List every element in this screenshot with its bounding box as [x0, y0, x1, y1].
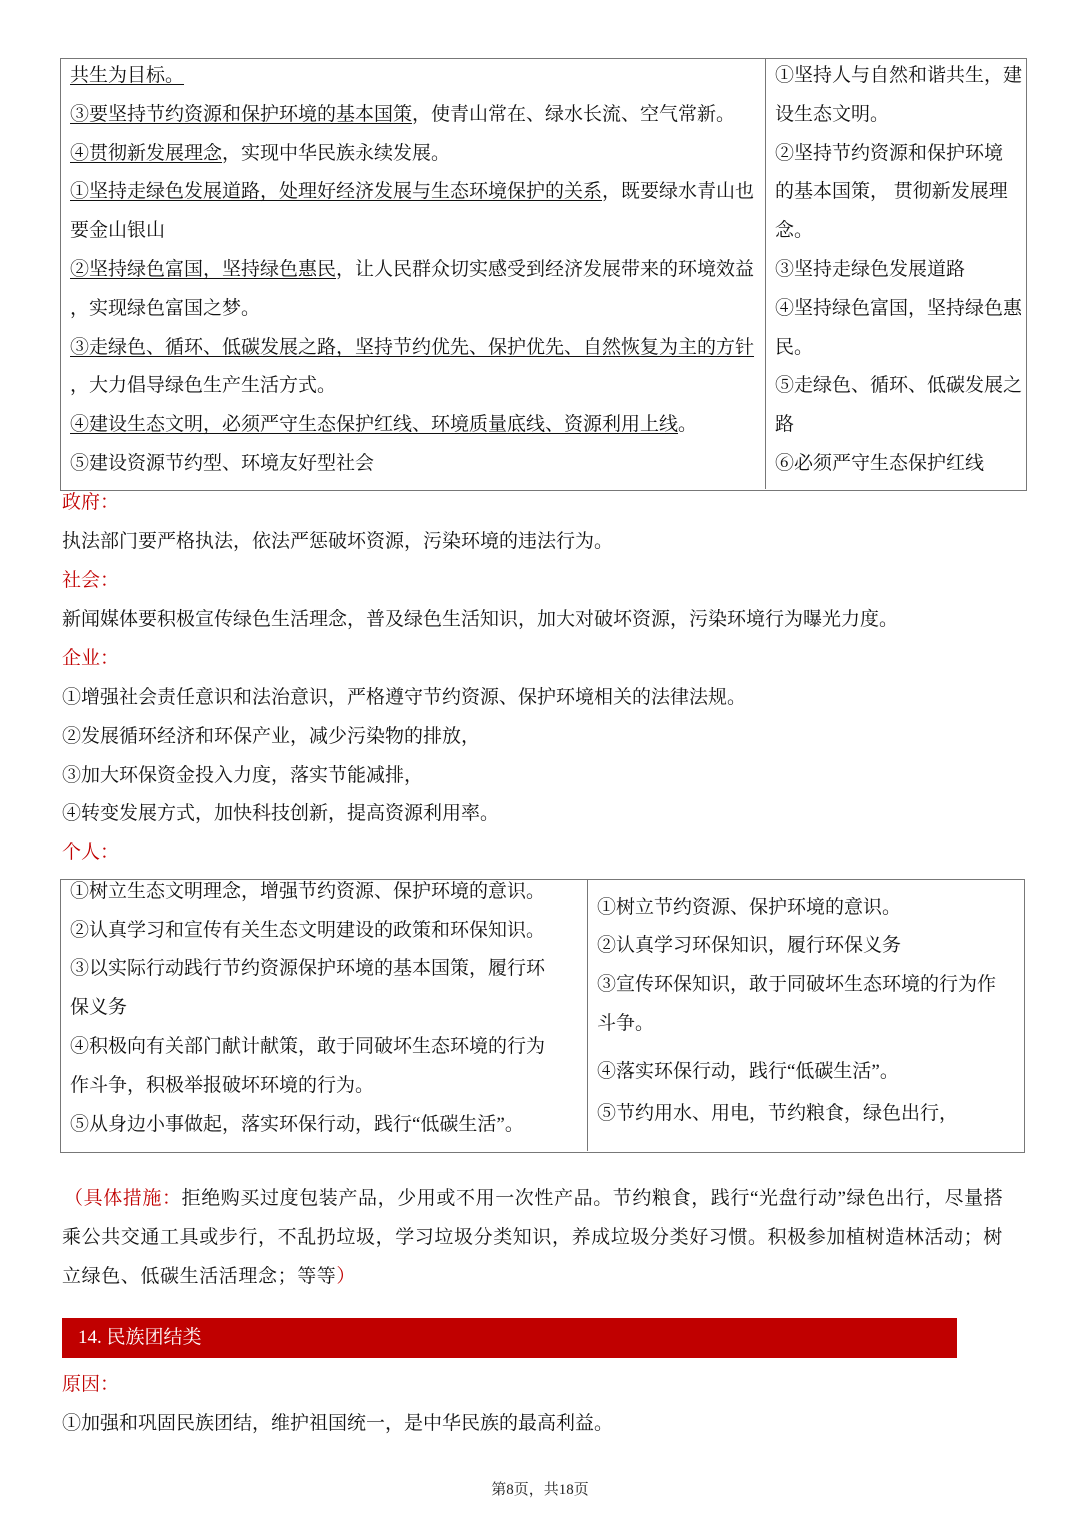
table-divider [587, 879, 588, 1151]
table-cell-line: 保义务 [70, 997, 128, 1018]
enterprise-line: ②发展循环经济和环保产业，减少污染物的排放， [62, 726, 481, 747]
enterprise-line: ①增强社会责任意识和法治意识，严格遵守节约资源、保护环境相关的法律法规。 [62, 687, 747, 708]
table-cell-line: ②认真学习环保知识，履行环保义务 [597, 935, 902, 956]
table-cell-line: ①树立节约资源、保护环境的意识。 [597, 897, 902, 918]
plain-text: 要金山银山 [70, 220, 166, 242]
government-text: 执法部门要严格执法，依法严惩破坏资源，污染环境的违法行为。 [62, 531, 614, 552]
plain-text: ，实现绿色富国之梦。 [70, 297, 261, 319]
plain-text: ，让人民群众切实感受到经济发展带来的环境效益 [336, 259, 755, 280]
table-divider [765, 58, 766, 489]
table-cell-line [70, 258, 754, 282]
plain-text: ，大力倡导绿色生产生活方式。 [70, 375, 337, 397]
table-cell-line: ④落实环保行动，践行“低碳生活”。 [597, 1061, 899, 1082]
underlined-text: ①坚持走绿色发展道路，处理好经济发展与生态环境保护的关系 [70, 181, 603, 203]
table-cell-line [70, 297, 260, 321]
underlined-text: ②坚持绿色富国，坚持绿色惠民 [70, 259, 337, 280]
table-cell-line: ①树立生态文明理念，增强节约资源、保护环境的意识。 [70, 881, 546, 902]
plain-text: ，使青山常在、绿水长流、空气常新。 [412, 103, 736, 125]
table-cell-line: ④积极向有关部门献计献策，敢于同破坏生态环境的行为 [70, 1036, 546, 1057]
section-header: 14. 民族团结类 [62, 1318, 957, 1358]
table-cell-line [70, 374, 336, 398]
measures-line [64, 1187, 1003, 1211]
measures-line [62, 1265, 356, 1289]
underlined-text: ③要坚持节约资源和保护环境的基本国策 [70, 103, 413, 125]
table-cell-line [70, 219, 165, 243]
society-text: 新闻媒体要积极宣传绿色生活理念，普及绿色生活知识，加大对破坏资源，污染环境行为曝光力度。 [62, 609, 899, 630]
reasons-line: ①加强和巩固民族团结，维护祖国统一，是中华民族的最高利益。 [62, 1413, 614, 1434]
underlined-text: 共生为目标。 [70, 65, 185, 86]
enterprise-line: ③加大环保资金投入力度，落实节能减排， [62, 765, 424, 786]
table-cell-line: ②坚持节约资源和保护环境 [775, 142, 1004, 164]
table-cell-line: 念。 [775, 220, 814, 242]
table-cell-line: 的基本国策， 贯彻新发展理 [775, 181, 1008, 203]
reasons-label: 原因： [62, 1374, 120, 1395]
page-number: 第8页，共18页 [491, 1482, 589, 1498]
enterprise-line: ④转变发展方式，加快科技创新，提高资源利用率。 [62, 803, 500, 824]
measures-close: ） [336, 1266, 357, 1287]
measures-text: 拒绝购买过度包装产品，少用或不用一次性产品。节约粮食，践行“光盘行动”绿色出行，尽量搭 [181, 1188, 1004, 1209]
table-cell-line [70, 103, 735, 127]
table-cell-line [70, 336, 754, 360]
table-cell-line: 斗争。 [597, 1013, 655, 1034]
underlined-text: ④建设生态文明，必须严守生态保护红线、环境质量底线、资源利用上线 [70, 414, 679, 436]
society-label: 社会： [62, 570, 120, 591]
table-cell-line [70, 180, 754, 204]
measures-text: 立绿色、低碳生活活理念；等等 [62, 1266, 337, 1287]
underlined-text: ③走绿色、循环、低碳发展之路，坚持节约优先、保护优先、自然恢复为主的方针 [70, 336, 755, 358]
table-cell-line: ④坚持绿色富国，坚持绿色惠 [775, 297, 1023, 319]
table-cell-line [70, 413, 697, 437]
plain-text: ，实现中华民族永续发展。 [222, 142, 451, 164]
table-cell-line: ⑥必须严守生态保护红线 [775, 453, 985, 474]
underlined-text: ④贯彻新发展理念 [70, 142, 223, 164]
measures-label: （具体措施： [64, 1188, 182, 1209]
table-cell-line: 路 [775, 414, 795, 436]
table-cell-line [70, 452, 374, 476]
table-cell-line: ②认真学习和宣传有关生态文明建设的政策和环保知识。 [70, 920, 546, 941]
table-cell-line: ③宣传环保知识，敢于同破坏生态环境的行为作 [597, 974, 997, 995]
table-cell-line: 民。 [775, 336, 814, 358]
government-label: 政府： [62, 492, 120, 513]
table-cell-line: ③以实际行动践行节约资源保护环境的基本国策，履行环 [70, 958, 546, 979]
table-cell-line: 设生态文明。 [775, 103, 890, 125]
measures-line: 乘公共交通工具或步行，不乱扔垃圾，学习垃圾分类知识，养成垃圾分类好习惯。积极参加植树造林活动；树 [62, 1227, 1003, 1248]
table-cell-line: ③坚持走绿色发展道路 [775, 259, 966, 280]
table-cell-line: 作斗争，积极举报破坏环境的行为。 [70, 1075, 375, 1096]
plain-text: 。 [678, 414, 698, 436]
table-cell-line [70, 64, 184, 88]
plain-text: ⑤建设资源节约型、环境友好型社会 [70, 453, 375, 474]
table-cell-line: ①坚持人与自然和谐共生，建 [775, 65, 1023, 86]
individual-label: 个人： [62, 842, 120, 863]
table-cell-line: ⑤走绿色、循环、低碳发展之 [775, 375, 1023, 397]
table-cell-line: ⑤从身边小事做起，落实环保行动，践行“低碳生活”。 [70, 1114, 524, 1135]
enterprise-label: 企业： [62, 648, 120, 669]
table-cell-line [70, 142, 450, 166]
plain-text: ，既要绿水青山也 [602, 181, 755, 203]
table-cell-line: ⑤节约用水、用电，节约粮食，绿色出行， [597, 1103, 959, 1124]
